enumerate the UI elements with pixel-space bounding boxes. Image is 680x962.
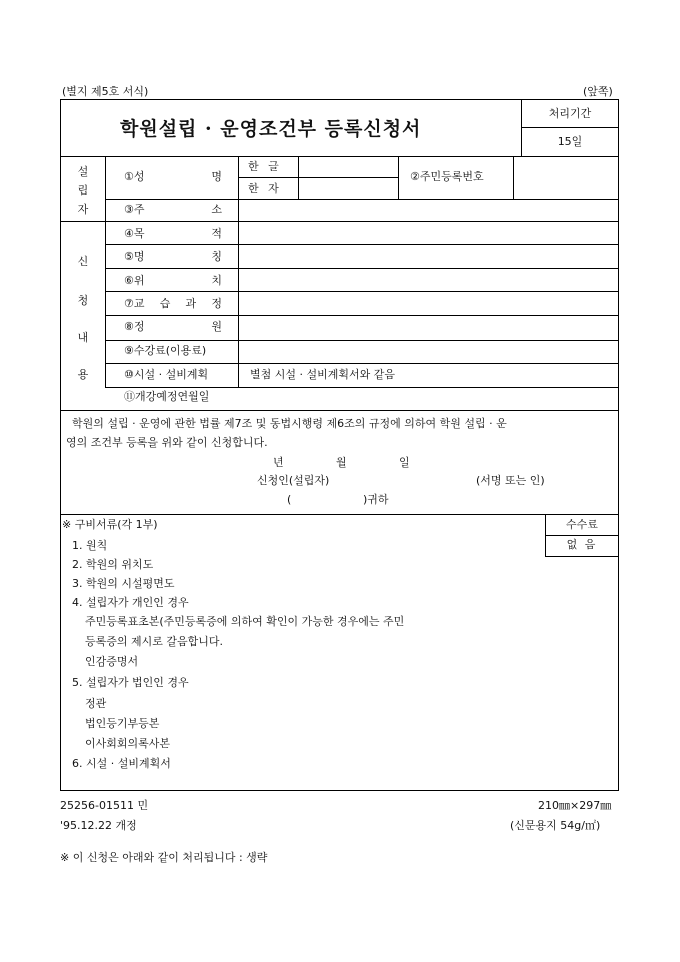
statement-line-2: 영의 조건부 등록을 위와 같이 신청합니다. [66, 436, 268, 449]
statement-line-1: 학원의 설립 · 운영에 관한 법률 제7조 및 동법시행령 제6조의 규정에 의하여 학원 설립 · 운 [72, 417, 507, 430]
name-label: ①성 명 [124, 170, 222, 183]
recipient-open: ( [287, 493, 292, 506]
content-section-char: 내 [77, 331, 89, 344]
capacity-field[interactable] [239, 316, 618, 339]
document-item: 1. 원칙 [72, 539, 108, 552]
rrn-field[interactable] [514, 157, 618, 198]
capacity-label: ⑧정 원 [124, 320, 222, 333]
document-item: 정관 [85, 697, 107, 710]
hangul-name-field[interactable] [299, 157, 397, 176]
hanja-name-label: 한 자 [248, 182, 282, 195]
document-item: 인감증명서 [85, 655, 139, 668]
paper-size: 210㎜×297㎜ [538, 799, 612, 812]
facility-plan-label: ⑩시설 · 설비계획 [124, 368, 209, 381]
date-day-label: 일 [399, 456, 410, 469]
curriculum-label: ⑦교 습 과 정 [124, 297, 222, 310]
document-item: 4. 설립자가 개인인 경우 [72, 596, 189, 609]
documents-heading: ※ 구비서류(각 1부) [62, 518, 158, 531]
document-item: 주민등록표초본(주민등록증에 의하여 확인이 가능한 경우에는 주민 [85, 615, 405, 628]
location-label: ⑥위 치 [124, 274, 222, 287]
facility-plan-value: 별첨 시설 · 설비계획서와 같음 [250, 368, 395, 381]
processing-period-label: 처리기간 [548, 107, 592, 120]
document-item: 3. 학원의 시설평면도 [72, 577, 175, 590]
applicant-section-char: 립 [77, 184, 89, 197]
purpose-label: ④목 적 [124, 227, 222, 240]
processing-period-value: 15일 [557, 135, 583, 148]
date-year-label: 년 [273, 456, 284, 469]
hangul-name-label: 한 글 [248, 160, 282, 173]
applicant-section-char: 설 [77, 165, 89, 178]
document-item: 5. 설립자가 법인인 경우 [72, 676, 189, 689]
signature-label: (서명 또는 인) [476, 474, 545, 487]
school-name-label: ⑤명 칭 [124, 250, 222, 263]
applicant-sign-label: 신청인(설립자) [257, 474, 330, 487]
page-side-label: (앞쪽) [583, 85, 613, 98]
hanja-name-field[interactable] [299, 178, 397, 198]
paper-type: (신문용지 54g/㎡) [510, 819, 601, 832]
recipient-suffix: )귀하 [363, 493, 389, 506]
date-month-label: 월 [336, 456, 347, 469]
content-section-char: 청 [77, 294, 89, 307]
fee-label: 수수료 [566, 518, 598, 531]
content-section-char: 신 [77, 255, 89, 268]
location-field[interactable] [239, 269, 618, 290]
curriculum-field[interactable] [239, 292, 618, 314]
tuition-field[interactable] [239, 341, 618, 362]
document-item: 6. 시설 · 설비계획서 [72, 757, 171, 770]
form-reference: (별지 제5호 서식) [62, 85, 149, 98]
document-item: 법인등기부등본 [85, 717, 160, 730]
content-section-char: 용 [77, 368, 89, 381]
applicant-section-char: 자 [77, 203, 89, 216]
form-title: 학원설립 · 운영조건부 등록신청서 [120, 118, 422, 140]
document-item: 2. 학원의 위치도 [72, 558, 154, 571]
school-name-field[interactable] [239, 245, 618, 267]
opening-date-field[interactable] [239, 389, 618, 409]
revision-date: '95.12.22 개정 [60, 819, 137, 832]
document-item: 이사회회의록사본 [85, 737, 171, 750]
address-label: ③주 소 [124, 203, 222, 216]
rrn-label: ②주민등록번호 [410, 170, 484, 183]
recipient-field[interactable] [296, 492, 362, 508]
fee-value: 없 음 [566, 538, 598, 551]
processing-note: ※ 이 신청은 아래와 같이 처리됩니다 : 생략 [60, 851, 268, 864]
opening-date-label: ⑪개강예정연월일 [124, 390, 210, 403]
form-code: 25256-01511 민 [60, 799, 149, 812]
document-item: 등록증의 제시로 갈음합니다. [85, 635, 224, 648]
tuition-label: ⑨수강료(이용료) [124, 344, 207, 357]
purpose-field[interactable] [239, 222, 618, 243]
address-field[interactable] [239, 200, 618, 220]
